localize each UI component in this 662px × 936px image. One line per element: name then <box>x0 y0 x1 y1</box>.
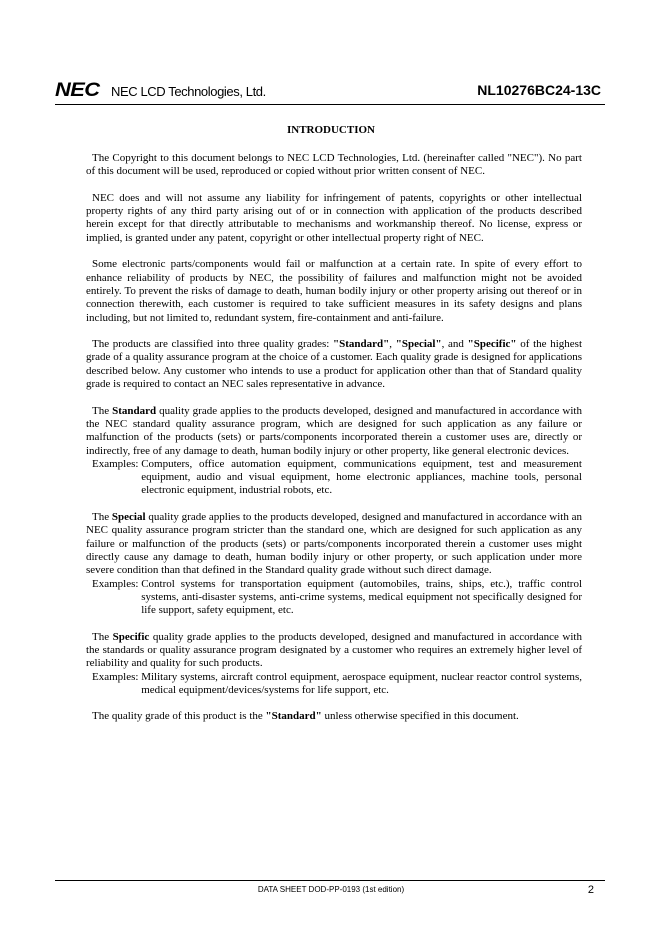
company-name: NEC LCD Technologies, Ltd. <box>111 84 266 99</box>
examples-label: Examples: <box>92 457 142 470</box>
text-span: quality grade applies to the products developed, designed and manufactured in accordance with the standards or quality assurance program designated by a customer who requires an extremely higher level of reliability and quality for such products. <box>86 630 582 670</box>
page-title: INTRODUCTION <box>286 124 375 136</box>
text-span: The <box>92 630 113 643</box>
standard-grade-paragraph <box>86 405 582 458</box>
text-span: , and <box>441 338 468 351</box>
specific-term: Specific <box>112 630 150 643</box>
liability-paragraph: NEC does and will not assume any liability for infringement of patents, copyrights or other intellectual property rights of any third party arising out of or in connection with application of the products described herein except for that directly attributable to mechanisms and workmanship thereof. No license, express or implied, is granted under any patent, copyright or other intellectual property right of NEC. <box>86 191 582 244</box>
header-rule <box>55 104 605 105</box>
nec-logo-mark: NEC <box>55 80 100 101</box>
text-span: quality grade applies to the products developed, designed and manufactured in accordance with an NEC quality assurance program stricter than the standard one, which are designed for such application as any failure or malfunction of the products (sets) or parts/components incorporated therein a customer uses might directly cause any damage to death, human bodily injury or other property, or such application under more severe condition than that defined in the Standard quality grade without such direct damage. <box>86 511 582 577</box>
special-grade-paragraph <box>86 511 582 577</box>
examples-label: Examples: <box>92 670 142 683</box>
standard-examples <box>86 458 582 498</box>
text-span: of the highest grade of a quality assurance program at the choice of a customer. Each quality grade is designed for applications described below. Any customer who intends to use a product for application other than that of Standard quality grade is required to contact an NEC sales representative in advance. <box>86 338 582 391</box>
text-span: The <box>92 511 112 524</box>
model-number: NL10276BC24-13C <box>477 82 601 98</box>
examples-text: Military systems, aircraft control equipment, aerospace equipment, nuclear reactor control systems, medical equipment/devices/systems for life support, etc. <box>141 670 582 696</box>
grade-specific: "Specific" <box>467 338 517 351</box>
examples-text: Control systems for transportation equipment (automobiles, trains, ships, etc.), traffic control systems, anti-disaster systems, anti-crime systems, medical equipment not specifically designed for life support, safety equipment, etc. <box>141 577 582 617</box>
footer-rule <box>55 880 605 881</box>
text-span: quality grade applies to the products developed, designed and manufactured in accordance with the NEC standard quality assurance program, which are designed for such application as any failure or malfunction of the products (sets) or parts/components incorporated therein a customer uses are, directly or indirectly, free of any damage to death, human bodily injury or other property, like general electronic devices. <box>86 404 582 457</box>
standard-term: "Standard" <box>265 710 322 723</box>
text-span: The products are classified into three quality grades: <box>92 338 334 351</box>
text-span: The quality grade of this product is the <box>92 710 266 723</box>
product-grade-paragraph <box>86 710 582 723</box>
grade-standard: "Standard" <box>333 338 390 351</box>
copyright-paragraph: The Copyright to this document belongs to NEC LCD Technologies, Ltd. (hereinafter called "NEC"). No part of this document will be used, reproduced or copied without prior written consent of NEC. <box>86 152 582 178</box>
specific-grade-paragraph <box>86 631 582 671</box>
page-number: 2 <box>587 884 594 896</box>
footer-doc-id: DATA SHEET DOD-PP-0193 (1st edition) <box>257 885 405 894</box>
document-body <box>86 152 582 737</box>
standard-term: Standard <box>112 404 157 417</box>
text-span: , <box>389 338 396 351</box>
special-examples <box>86 578 582 618</box>
quality-grades-paragraph <box>86 338 582 391</box>
examples-text: Computers, office automation equipment, communications equipment, test and measurement equipment, audio and visual equipment, home electronic appliances, machine tools, personal electronic equipment, industrial robots, etc. <box>141 457 582 497</box>
text-span: unless otherwise specified in this document. <box>321 710 519 723</box>
examples-label: Examples: <box>92 577 142 590</box>
company-logo <box>55 80 266 100</box>
special-term: Special <box>111 511 146 524</box>
specific-examples <box>86 671 582 698</box>
grade-special: "Special" <box>395 338 442 351</box>
text-span: The <box>92 404 113 417</box>
reliability-paragraph: Some electronic parts/components would fail or malfunction at a certain rate. In spite of every effort to enhance reliability of products by NEC, the possibility of failures and malfunction might not be avoided entirely. To prevent the risks of damage to death, human bodily injury or other property arising out thereof or in connection therewith, each customer is required to take sufficient measures in its safety designs and plans including, but not limited to, redundant system, fire-containment and anti-failure. <box>86 258 582 324</box>
